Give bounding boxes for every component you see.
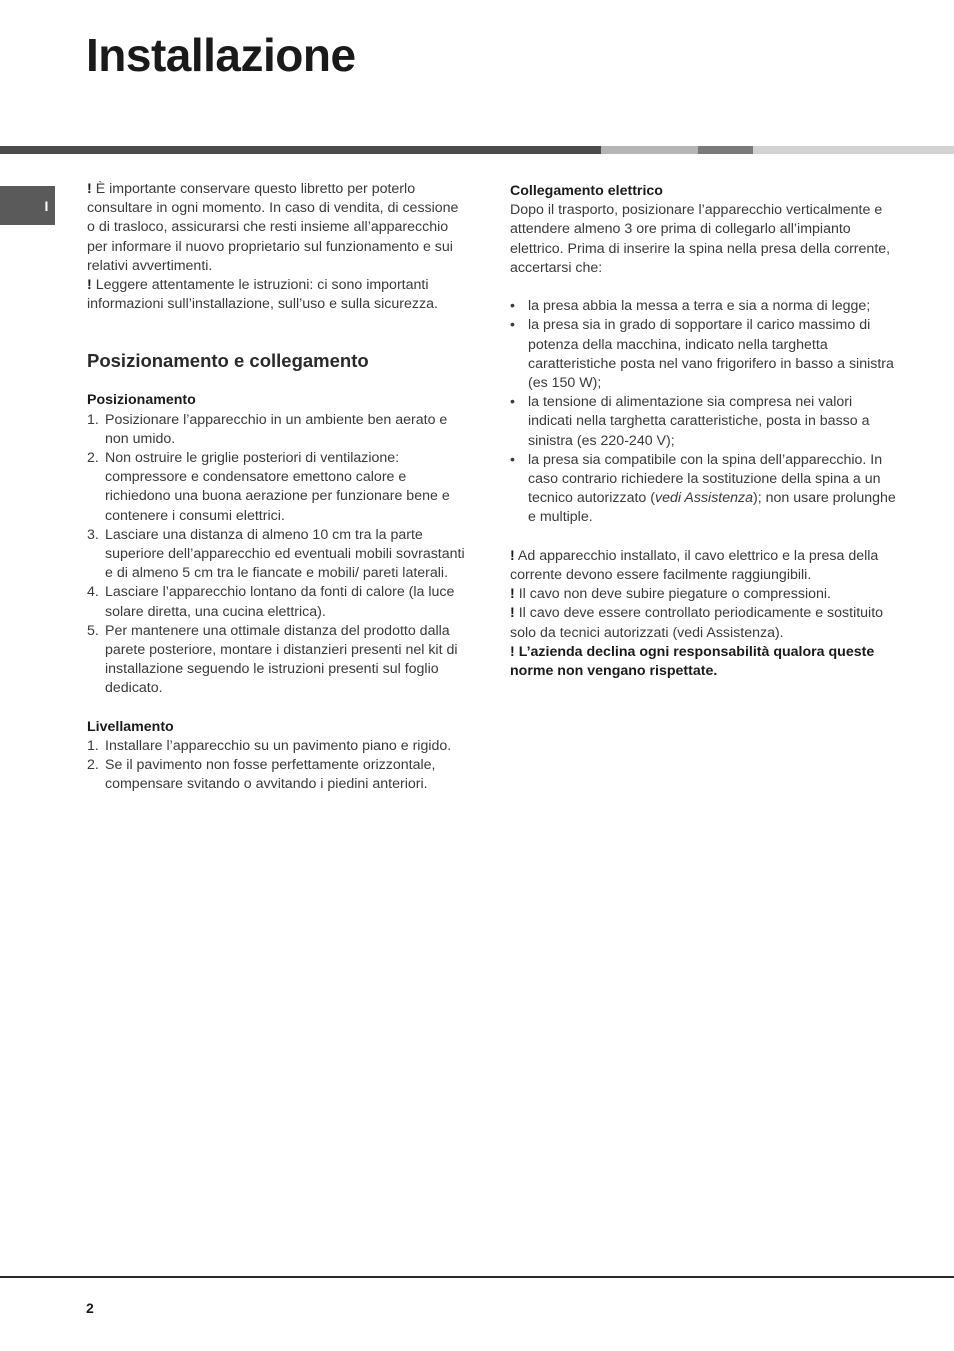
list-item: • la presa sia compatibile con la spina dell’apparecchio. In caso contrario richiedere la sostituzione della spina a un tecnico autorizzato (vedi Assistenza); non usare prolunghe e multiple. [510,451,896,526]
warning-mark: ! [87,181,92,197]
list-item: 2. Non ostruire le griglie posteriori di ventilazione: compressore e condensatore emettono calore e richiedono una buona aerazione per funzionare bene e contenere i consumi elettrici. [87,450,450,524]
header-bar-light [601,146,698,154]
intro-text-2: Leggere attentamente le istruzioni: ci sono importanti informazioni sull’installazione, sull’uso e sulla sicurezza. [87,277,438,313]
header-bar-pale [753,146,954,154]
intro-paragraph-1 [87,180,467,276]
note-3: ! Il cavo deve essere controllato periodicamente e sostituito solo da tecnici autorizzati (vedi Assistenza). [510,605,884,641]
section-title: Posizionamento e collegamento [87,350,369,372]
collegamento-list [510,297,900,527]
list-item: 1. Installare l’apparecchio su un pavimento piano e rigido. [87,738,452,755]
collegamento-intro: Dopo il trasporto, posizionare l’apparecchio verticalmente e attendere almeno 3 ore prima di collegarlo all’impianto elettrico. Prima di inserire la spina nella presa della corrente, accertarsi che: [510,202,891,276]
list-item: 3. Lasciare una distanza di almeno 10 cm tra la parte superiore dell’apparecchio ed eventuali mobili sovrastanti e di almeno 5 cm tra le fiancate e mobili/ pareti laterali. [87,526,465,582]
list-item: • la presa abbia la messa a terra e sia a norma di legge; [510,298,871,315]
right-column [510,182,900,681]
list-item: 2. Se il pavimento non fosse perfettamente orizzontale, compensare svitando o avvitando i piedini anteriori. [87,757,436,793]
note-2: ! Il cavo non deve subire piegature o compressioni. [510,586,831,603]
list-item: 1. Posizionare l’apparecchio in un ambiente ben aerato e non umido. [87,411,448,447]
language-tab: I [0,186,55,225]
warning-mark: ! [87,277,92,294]
note-1: ! Ad apparecchio installato, il cavo elettrico e la presa della corrente devono essere facilmente raggiungibili. [510,547,879,584]
list-item: • la presa sia in grado di sopportare il carico massimo di potenza della macchina, indicato nella targhetta caratteristiche posta nel vano frigorifero in basso a sinistra (es 150 W); [510,317,894,392]
list-item: 5. Per mantenere una ottimale distanza del prodotto dalla parete posteriore, montare i distanzieri presenti nel kit di installazione seguendo le istruzioni presenti sul foglio dedicato. [87,622,458,697]
responsibility-warning: ! L’azienda declina ogni responsabilità qualora queste norme non vengano rispettate. [510,643,875,680]
header-bar-dark [0,146,601,154]
collegamento-heading: Collegamento elettrico [510,183,663,199]
posizionamento-list [87,411,467,699]
page-number: 2 [86,1300,94,1316]
livellamento-heading: Livellamento [87,718,174,735]
intro-paragraph-2 [87,276,467,314]
list-item: 4. Lasciare l’apparecchio lontano da fonti di calore (la luce solare diretta, una cucina elettrica). [87,584,455,620]
intro-text-1: È importante conservare questo libretto per poterlo consultare in ogni momento. In caso di vendita, di cessione o di trasloco, assicurarsi che resti insieme all’apparecchio per informare il nuovo proprietario sul funzionamento e sui relativi avvertimenti. [87,181,459,274]
livellamento-list [87,737,467,795]
footer-rule [0,1276,954,1278]
page-title: Installazione [86,29,356,81]
header-bar-mid [698,146,753,154]
list-item: • la tensione di alimentazione sia compresa nei valori indicati nella targhetta caratteristiche, posta in basso a sinistra (es 220-240 V); [510,394,870,449]
posizionamento-heading: Posizionamento [87,392,196,409]
left-column [87,180,467,795]
